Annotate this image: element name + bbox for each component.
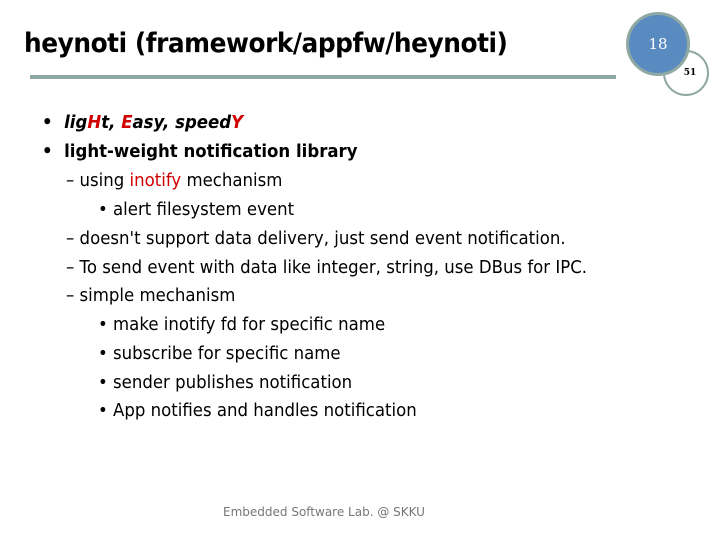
title-divider — [30, 75, 616, 79]
slide-number-badge: 18 — [626, 12, 690, 76]
footer: Embedded Software Lab. @ SKKU — [223, 505, 425, 519]
sub-bullet: – To send event with data like integer, string, use DBus for IPC. — [66, 257, 588, 278]
sub-sub-bullet: • sender publishes notification — [98, 372, 353, 393]
sub-bullet: – doesn't support data delivery, just send event notification. — [66, 228, 566, 249]
slide-title: heynoti (framework/appfw/heynoti) — [24, 28, 508, 59]
sub-sub-bullet: • make inotify fd for specific name — [98, 314, 386, 335]
bullet-library: • light-weight notification library — [42, 141, 358, 162]
sub-sub-bullet: • alert filesystem event — [98, 199, 295, 220]
bullet-heynoti-acronym: • ligHt, Easy, speedY — [42, 112, 244, 133]
total-slides: 51 — [683, 68, 697, 78]
sub-bullet: – simple mechanism — [66, 285, 236, 306]
sub-bullet-inotify: – using inotify mechanism — [66, 170, 283, 191]
sub-sub-bullet: • App notifies and handles notification — [98, 400, 417, 421]
sub-sub-bullet: • subscribe for specific name — [98, 343, 341, 364]
